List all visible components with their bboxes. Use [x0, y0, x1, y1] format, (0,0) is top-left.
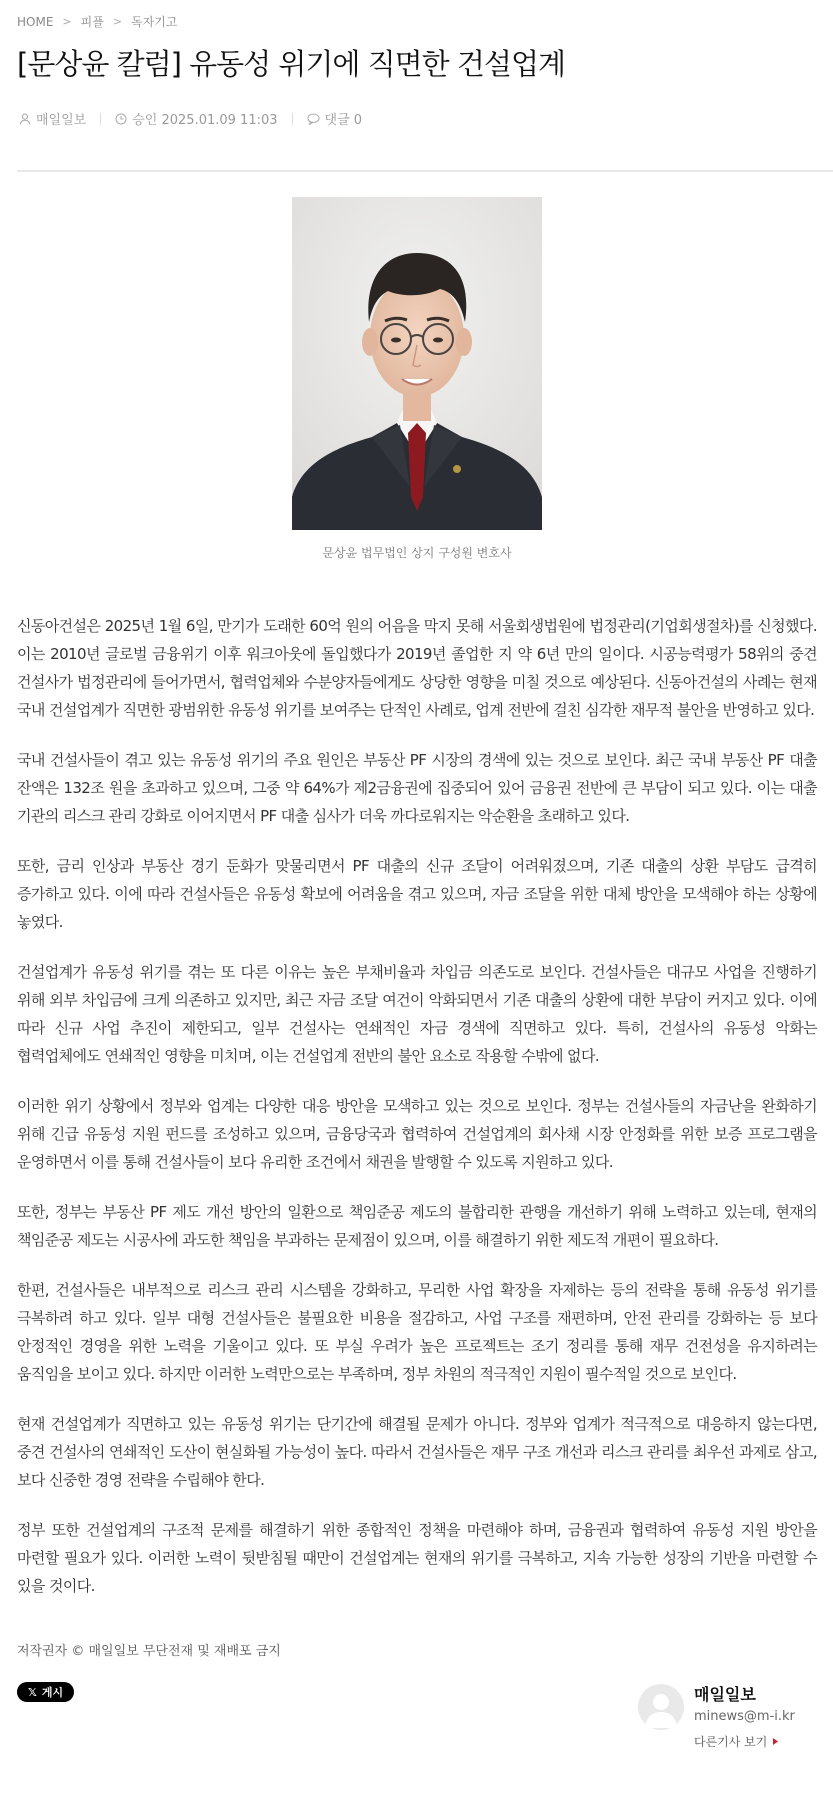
- meta-author: [19, 109, 86, 128]
- author-box: [638, 1680, 833, 1760]
- paragraph: 또한, 금리 인상과 부동산 경기 둔화가 맞물리면서 PF 대출의 신규 조달이 어려워졌으며, 기존 대출의 상환 부담도 급격히 증가하고 있다. 이에 따라 건설사들은 유동성 확보에 어려움을 겪고 있으며, 자금 조달을 위한 대체 방안을 모색해야 하는 상황에 놓였다.: [17, 857, 817, 931]
- breadcrumb-subsection[interactable]: 독자기고: [131, 15, 178, 29]
- meta-date: [115, 109, 277, 128]
- title-divider: [17, 170, 833, 172]
- paragraph: 건설업계가 유동성 위기를 겪는 또 다른 이유는 높은 부채비율과 차입금 의존도로 보인다. 건설사들은 대규모 사업을 진행하기 위해 외부 차입금에 크게 의존하고 있지만, 최근 자금 조달 여건이 악화되면서 기존 대출의 상환에 대한 부담이 커지고 있다. 이에 따라 신규 사업 추진이 제한되고, 일부 건설사는 연쇄적인 자금 경색에 직면하고 있다. 특히, 건설사의 유동성 악화는 협력업체에도 연쇄적인 영향을 미치며, 이는 건설업계 전반의 불안 요소로 작용할 수밖에 없다.: [17, 963, 817, 1065]
- breadcrumb-section[interactable]: 피플: [80, 15, 104, 29]
- portrait-illustration: [292, 197, 542, 530]
- meta-date-text: 승인 2025.01.09 11:03: [132, 113, 278, 128]
- breadcrumb: [17, 13, 177, 30]
- article-meta: [19, 109, 362, 128]
- breadcrumb-separator-icon: >: [62, 15, 72, 28]
- paragraph: 한편, 건설사들은 내부적으로 리스크 관리 시스템을 강화하고, 무리한 사업 확장을 자제하는 등의 전략을 통해 유동성 위기를 극복하려 하고 있다. 일부 대형 건설사들은 불필요한 비용을 절감하고, 사업 구조를 재편하며, 안전 관리를 강화하는 등 보다 안정적인 경영을 위한 노력을 기울이고 있다. 또 부실 우려가 높은 프로젝트는 조기 정리를 통해 재무 건전성을 유지하려는 움직임을 보이고 있다. 하지만 이러한 노력만으로는 부족하며, 정부 차원의 적극적인 지원이 필수적일 것으로 보인다.: [17, 1281, 817, 1383]
- more-articles-link[interactable]: [694, 1733, 778, 1750]
- meta-comments[interactable]: [307, 109, 363, 128]
- x-share-label: 게시: [41, 1686, 64, 1699]
- paragraph: 국내 건설사들이 겪고 있는 유동성 위기의 주요 원인은 부동산 PF 시장의 경색에 있는 것으로 보인다. 최근 국내 부동산 PF 대출 잔액은 132조 원을 초과하고 있으며, 그중 약 64%가 제2금융권에 집중되어 있어 금융권 전반에 큰 부담이 되고 있다. 이는 대출 기관의 리스크 관리 강화로 이어지면서 PF 대출 심사가 더욱 까다로워지는 악순환을 초래하고 있다.: [17, 751, 817, 825]
- paragraph: 이러한 위기 상황에서 정부와 업계는 다양한 대응 방안을 모색하고 있는 것으로 보인다. 정부는 건설사들의 자금난을 완화하기 위해 긴급 유동성 지원 펀드를 조성하고 있으며, 금융당국과 협력하여 건설업계의 회사채 시장 안정화를 위한 보증 프로그램을 운영하면서 이를 통해 건설사들이 보다 유리한 조건에서 채권을 발행할 수 있도록 지원하고 있다.: [17, 1097, 817, 1171]
- avatar: [638, 1684, 684, 1730]
- user-icon: [19, 113, 31, 125]
- author-photo: [292, 197, 542, 530]
- article-title: [문상윤 칼럼] 유동성 위기에 직면한 건설업계: [17, 47, 565, 81]
- author-email[interactable]: minews@m-i.kr: [694, 1709, 795, 1724]
- x-logo-icon: 𝕏: [28, 1685, 37, 1699]
- meta-divider: [292, 113, 293, 125]
- paragraph: 현재 건설업계가 직면하고 있는 유동성 위기는 단기간에 해결될 문제가 아니다. 정부와 업계가 적극적으로 대응하지 않는다면, 중견 건설사의 연쇄적인 도산이 현실화될 가능성이 높다. 따라서 건설사들은 재무 구조 개선과 리스크 관리를 최우선 과제로 삼고, 보다 신중한 경영 전략을 수립해야 한다.: [17, 1415, 817, 1489]
- more-articles-label: 다른기사 보기: [694, 1735, 768, 1749]
- photo-caption: 문상윤 법무법인 상지 구성원 변호사: [322, 546, 512, 560]
- article-body: [17, 612, 817, 1622]
- meta-comments-count: 댓글 0: [324, 113, 363, 128]
- comment-icon: [307, 113, 320, 125]
- meta-divider: [100, 113, 101, 125]
- caret-right-icon: [773, 1738, 778, 1745]
- clock-icon: [115, 113, 127, 125]
- breadcrumb-home[interactable]: HOME: [17, 14, 54, 29]
- breadcrumb-separator-icon: >: [112, 15, 123, 28]
- meta-author-name: 매일일보: [36, 113, 87, 128]
- paragraph: 정부 또한 건설업계의 구조적 문제를 해결하기 위한 종합적인 정책을 마련해야 하며, 금융권과 협력하여 유동성 지원 방안을 마련할 필요가 있다. 이러한 노력이 뒷받침될 때만이 건설업계는 현재의 위기를 극복하고, 지속 가능한 성장의 기반을 마련할 수 있을 것이다.: [17, 1521, 817, 1595]
- copyright-notice: 저작권자 © 매일일보 무단전재 및 재배포 금지: [17, 1644, 281, 1659]
- paragraph: 신동아건설은 2025년 1월 6일, 만기가 도래한 60억 원의 어음을 막지 못해 서울회생법원에 법정관리(기업회생절차)를 신청했다. 이는 2010년 글로벌 금융위기 이후 워크아웃에 돌입했다가 2019년 졸업한 지 약 6년 만의 일이다. 시공능력평가 58위의 중견 건설사가 법정관리에 들어가면서, 협력업체와 수분양자들에게도 상당한 영향을 미칠 것으로 예상된다. 신동아건설의 사례는 현재 국내 건설업계가 직면한 광범위한 유동성 위기를 보여주는 단적인 사례로, 업계 전반에 걸친 심각한 재무적 불안을 반영하고 있다.: [17, 617, 817, 719]
- paragraph: 또한, 정부는 부동산 PF 제도 개선 방안의 일환으로 책임준공 제도의 불합리한 관행을 개선하기 위해 노력하고 있는데, 현재의 책임준공 제도는 시공사에 과도한 책임을 부과하는 문제점이 있으며, 이를 해결하기 위한 제도적 개편이 필요하다.: [17, 1203, 817, 1249]
- author-name: 매일일보: [694, 1685, 756, 1704]
- default-avatar-icon: [638, 1684, 684, 1730]
- x-share-button[interactable]: [17, 1682, 74, 1702]
